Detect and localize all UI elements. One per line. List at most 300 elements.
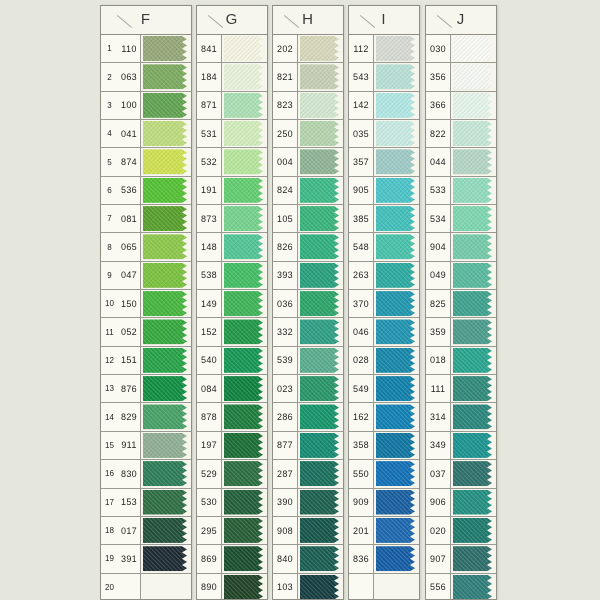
color-code: 543 <box>349 63 374 90</box>
color-row <box>101 574 191 600</box>
fabric-swatch <box>143 518 187 543</box>
color-code <box>118 574 141 600</box>
color-code: 909 <box>349 489 374 516</box>
color-row <box>197 460 267 488</box>
color-code: 150 <box>118 290 141 317</box>
color-row <box>197 205 267 233</box>
color-code: 063 <box>118 63 141 90</box>
color-code: 391 <box>118 545 141 572</box>
fabric-swatch <box>376 36 415 61</box>
color-code: 046 <box>349 318 374 345</box>
panel-j <box>425 5 497 600</box>
fabric-swatch <box>300 546 339 571</box>
fabric-swatch <box>453 348 492 373</box>
color-row <box>349 545 419 573</box>
row-number: 5 <box>101 148 119 175</box>
color-row <box>426 574 496 600</box>
color-code: 191 <box>197 177 222 204</box>
color-code: 017 <box>118 517 141 544</box>
row-number: 3 <box>101 92 119 119</box>
color-code: 295 <box>197 517 222 544</box>
fabric-swatch <box>376 263 415 288</box>
color-code: 047 <box>118 262 141 289</box>
fabric-swatch <box>453 490 492 515</box>
color-code: 332 <box>273 318 298 345</box>
color-code: 018 <box>426 347 451 374</box>
color-row <box>426 375 496 403</box>
color-code: 366 <box>426 92 451 119</box>
color-code: 065 <box>118 233 141 260</box>
color-code: 393 <box>273 262 298 289</box>
color-row <box>349 92 419 120</box>
color-code: 540 <box>197 347 222 374</box>
row-number: 19 <box>101 545 119 572</box>
fabric-swatch <box>224 149 263 174</box>
color-code: 533 <box>426 177 451 204</box>
color-code <box>349 574 374 600</box>
color-code: 314 <box>426 403 451 430</box>
color-code: 201 <box>349 517 374 544</box>
row-number: 2 <box>101 63 119 90</box>
color-code: 548 <box>349 233 374 260</box>
color-row <box>101 148 191 176</box>
color-code: 908 <box>273 517 298 544</box>
color-row <box>101 489 191 517</box>
color-code: 905 <box>349 177 374 204</box>
fabric-swatch <box>300 404 339 429</box>
panel-i <box>348 5 420 600</box>
fabric-swatch <box>300 461 339 486</box>
color-code: 829 <box>118 403 141 430</box>
fabric-swatch <box>453 291 492 316</box>
color-row <box>349 318 419 346</box>
color-row <box>273 318 343 346</box>
color-code: 370 <box>349 290 374 317</box>
color-row <box>273 460 343 488</box>
color-code: 823 <box>273 92 298 119</box>
color-code: 536 <box>118 177 141 204</box>
color-code: 142 <box>349 92 374 119</box>
fabric-swatch <box>376 404 415 429</box>
color-row <box>101 63 191 91</box>
color-code: 532 <box>197 148 222 175</box>
color-row <box>101 92 191 120</box>
fabric-swatch <box>224 263 263 288</box>
fabric-swatch <box>376 149 415 174</box>
fabric-swatch <box>143 93 187 118</box>
color-row <box>197 120 267 148</box>
fabric-swatch <box>300 263 339 288</box>
color-row <box>101 403 191 431</box>
fabric-swatch <box>224 206 263 231</box>
fabric-swatch <box>376 319 415 344</box>
color-code: 890 <box>197 574 222 600</box>
color-row <box>197 318 267 346</box>
fabric-swatch <box>143 404 187 429</box>
fabric-swatch <box>376 178 415 203</box>
color-code: 349 <box>426 432 451 459</box>
color-code: 556 <box>426 574 451 600</box>
color-row <box>101 290 191 318</box>
color-row <box>101 460 191 488</box>
color-code: 184 <box>197 63 222 90</box>
color-row <box>426 403 496 431</box>
color-row <box>349 347 419 375</box>
row-number: 1 <box>101 35 119 62</box>
panel-header <box>349 6 419 35</box>
color-code: 878 <box>197 403 222 430</box>
fabric-swatch <box>224 178 263 203</box>
color-row <box>426 177 496 205</box>
panel-letter: J <box>456 11 466 28</box>
color-row <box>101 432 191 460</box>
color-code: 202 <box>273 35 298 62</box>
panel-header <box>273 6 343 35</box>
color-row <box>426 35 496 63</box>
color-code: 390 <box>273 489 298 516</box>
color-code: 874 <box>118 148 141 175</box>
color-row <box>273 290 343 318</box>
fabric-swatch <box>143 149 187 174</box>
color-row <box>101 177 191 205</box>
color-code: 052 <box>118 318 141 345</box>
color-row <box>101 318 191 346</box>
panel-letter: I <box>381 11 387 28</box>
fabric-swatch <box>300 575 339 600</box>
color-code: 111 <box>426 375 451 402</box>
fabric-swatch <box>300 206 339 231</box>
color-code: 830 <box>118 460 141 487</box>
color-code: 907 <box>426 545 451 572</box>
fabric-swatch <box>300 36 339 61</box>
color-code: 036 <box>273 290 298 317</box>
color-code: 539 <box>273 347 298 374</box>
color-code: 110 <box>118 35 141 62</box>
color-row <box>349 63 419 91</box>
color-row <box>273 205 343 233</box>
fabric-swatch <box>224 319 263 344</box>
fabric-swatch <box>224 546 263 571</box>
color-row <box>197 35 267 63</box>
fabric-swatch <box>453 546 492 571</box>
color-row <box>101 205 191 233</box>
color-code: 041 <box>118 120 141 147</box>
color-row <box>426 63 496 91</box>
color-code: 149 <box>197 290 222 317</box>
fabric-swatch <box>453 178 492 203</box>
color-code: 385 <box>349 205 374 232</box>
color-row <box>197 148 267 176</box>
color-code: 197 <box>197 432 222 459</box>
row-number: 18 <box>101 517 119 544</box>
row-number: 8 <box>101 233 119 260</box>
color-row <box>197 290 267 318</box>
color-code: 287 <box>273 460 298 487</box>
fabric-swatch <box>300 490 339 515</box>
fabric-swatch <box>376 376 415 401</box>
fabric-swatch <box>453 575 492 600</box>
fabric-swatch <box>224 404 263 429</box>
fabric-swatch <box>143 546 187 571</box>
fabric-swatch <box>300 64 339 89</box>
color-row <box>273 375 343 403</box>
fabric-swatch <box>224 64 263 89</box>
fabric-swatch <box>300 376 339 401</box>
color-row <box>426 347 496 375</box>
color-code: 004 <box>273 148 298 175</box>
fabric-swatch <box>376 518 415 543</box>
fabric-swatch <box>143 461 187 486</box>
color-row <box>349 432 419 460</box>
color-code: 358 <box>349 432 374 459</box>
color-row <box>426 517 496 545</box>
color-code: 250 <box>273 120 298 147</box>
fabric-swatch <box>300 149 339 174</box>
panel-letter: H <box>302 11 314 28</box>
color-code: 550 <box>349 460 374 487</box>
color-row <box>273 63 343 91</box>
fabric-swatch <box>453 263 492 288</box>
color-row <box>349 290 419 318</box>
panel-header <box>197 6 267 35</box>
color-code: 105 <box>273 205 298 232</box>
color-code: 112 <box>349 35 374 62</box>
color-row <box>273 403 343 431</box>
color-row <box>426 262 496 290</box>
fabric-swatch <box>224 234 263 259</box>
color-row <box>273 177 343 205</box>
row-number: 15 <box>101 432 119 459</box>
fabric-swatch <box>453 319 492 344</box>
fabric-swatch <box>224 36 263 61</box>
color-row <box>197 233 267 261</box>
color-code: 904 <box>426 233 451 260</box>
color-row <box>349 120 419 148</box>
fabric-swatch <box>376 64 415 89</box>
color-row <box>349 35 419 63</box>
color-code: 534 <box>426 205 451 232</box>
color-row <box>273 432 343 460</box>
fabric-swatch <box>453 461 492 486</box>
fabric-swatch <box>376 206 415 231</box>
swatch-rows <box>101 35 191 600</box>
fabric-swatch <box>300 291 339 316</box>
fabric-swatch <box>453 376 492 401</box>
color-code: 162 <box>349 403 374 430</box>
fabric-swatch <box>224 490 263 515</box>
color-row <box>426 290 496 318</box>
color-row <box>349 205 419 233</box>
color-row <box>101 35 191 63</box>
color-code: 357 <box>349 148 374 175</box>
fabric-swatch <box>300 348 339 373</box>
fabric-swatch <box>453 404 492 429</box>
color-code: 148 <box>197 233 222 260</box>
color-row <box>426 318 496 346</box>
row-number: 11 <box>101 318 119 345</box>
color-row <box>273 35 343 63</box>
color-code: 030 <box>426 35 451 62</box>
fabric-swatch <box>224 376 263 401</box>
color-row <box>426 205 496 233</box>
color-code: 538 <box>197 262 222 289</box>
fabric-swatch <box>224 93 263 118</box>
row-number: 17 <box>101 489 119 516</box>
fabric-swatch <box>143 121 187 146</box>
swatch-rows <box>426 35 496 600</box>
color-row <box>349 262 419 290</box>
fabric-swatch <box>143 178 187 203</box>
fabric-swatch <box>453 149 492 174</box>
color-row <box>273 92 343 120</box>
fabric-swatch <box>300 234 339 259</box>
color-code: 263 <box>349 262 374 289</box>
color-code: 049 <box>426 262 451 289</box>
color-code: 873 <box>197 205 222 232</box>
color-row <box>197 403 267 431</box>
color-code: 359 <box>426 318 451 345</box>
fabric-swatch <box>224 575 263 600</box>
row-number: 13 <box>101 375 119 402</box>
color-row <box>426 92 496 120</box>
color-row <box>426 489 496 517</box>
fabric-swatch <box>453 234 492 259</box>
color-row <box>101 120 191 148</box>
color-row <box>349 489 419 517</box>
panel-g <box>196 5 268 600</box>
color-code: 824 <box>273 177 298 204</box>
color-code: 100 <box>118 92 141 119</box>
swatch-rows <box>197 35 267 600</box>
color-row <box>101 262 191 290</box>
fabric-swatch <box>376 93 415 118</box>
color-code: 286 <box>273 403 298 430</box>
fabric-swatch <box>143 319 187 344</box>
color-code: 084 <box>197 375 222 402</box>
fabric-swatch <box>143 64 187 89</box>
panel-f <box>100 5 192 600</box>
color-row <box>197 262 267 290</box>
swatch-rows <box>349 35 419 600</box>
fabric-swatch <box>300 319 339 344</box>
fabric-swatch <box>453 433 492 458</box>
fabric-swatch <box>143 433 187 458</box>
color-code: 911 <box>118 432 141 459</box>
color-code: 876 <box>118 375 141 402</box>
row-number: 16 <box>101 460 119 487</box>
color-row <box>197 92 267 120</box>
color-row <box>197 489 267 517</box>
color-code: 037 <box>426 460 451 487</box>
color-code: 840 <box>273 545 298 572</box>
color-row <box>426 545 496 573</box>
fabric-swatch <box>376 348 415 373</box>
color-code: 871 <box>197 92 222 119</box>
color-code: 020 <box>426 517 451 544</box>
panel-letter: F <box>140 11 152 28</box>
color-row <box>197 517 267 545</box>
color-row <box>273 517 343 545</box>
fabric-swatch <box>376 234 415 259</box>
color-code: 841 <box>197 35 222 62</box>
color-row <box>273 347 343 375</box>
fabric-swatch <box>453 206 492 231</box>
color-row <box>197 545 267 573</box>
color-code: 549 <box>349 375 374 402</box>
color-code: 153 <box>118 489 141 516</box>
color-row <box>273 489 343 517</box>
color-code: 825 <box>426 290 451 317</box>
fabric-swatch <box>376 546 415 571</box>
color-row <box>101 517 191 545</box>
color-code: 906 <box>426 489 451 516</box>
fabric-swatch <box>300 121 339 146</box>
color-row <box>197 347 267 375</box>
fabric-swatch <box>376 490 415 515</box>
swatch-rows <box>273 35 343 600</box>
color-code: 044 <box>426 148 451 175</box>
fabric-swatch <box>143 234 187 259</box>
panel-letter: G <box>225 11 239 28</box>
row-number: 7 <box>101 205 119 232</box>
color-row <box>349 375 419 403</box>
fabric-swatch <box>143 348 187 373</box>
color-code: 877 <box>273 432 298 459</box>
color-row <box>273 545 343 573</box>
color-row <box>349 148 419 176</box>
color-row <box>101 233 191 261</box>
color-code: 356 <box>426 63 451 90</box>
fabric-swatch <box>224 348 263 373</box>
fabric-swatch <box>376 121 415 146</box>
fabric-swatch <box>300 93 339 118</box>
fabric-swatch <box>453 518 492 543</box>
color-code: 103 <box>273 574 298 600</box>
color-code: 035 <box>349 120 374 147</box>
fabric-swatch <box>143 291 187 316</box>
fabric-swatch <box>300 518 339 543</box>
panel-header <box>426 6 496 35</box>
row-number: 6 <box>101 177 119 204</box>
color-row <box>273 148 343 176</box>
row-number: 14 <box>101 403 119 430</box>
fabric-swatch <box>453 36 492 61</box>
color-code: 821 <box>273 63 298 90</box>
row-number: 10 <box>101 290 119 317</box>
color-code: 531 <box>197 120 222 147</box>
fabric-swatch <box>376 291 415 316</box>
fabric-swatch <box>224 518 263 543</box>
fabric-swatch <box>143 206 187 231</box>
fabric-swatch <box>143 376 187 401</box>
color-code: 028 <box>349 347 374 374</box>
fabric-swatch <box>376 433 415 458</box>
fabric-swatch <box>453 64 492 89</box>
color-row <box>426 460 496 488</box>
color-code: 151 <box>118 347 141 374</box>
color-code: 529 <box>197 460 222 487</box>
color-code: 081 <box>118 205 141 232</box>
color-row <box>273 233 343 261</box>
color-row <box>426 120 496 148</box>
color-row <box>197 63 267 91</box>
color-row <box>349 233 419 261</box>
color-row <box>426 233 496 261</box>
color-code: 836 <box>349 545 374 572</box>
color-code: 152 <box>197 318 222 345</box>
color-row <box>349 177 419 205</box>
row-number: 12 <box>101 347 119 374</box>
